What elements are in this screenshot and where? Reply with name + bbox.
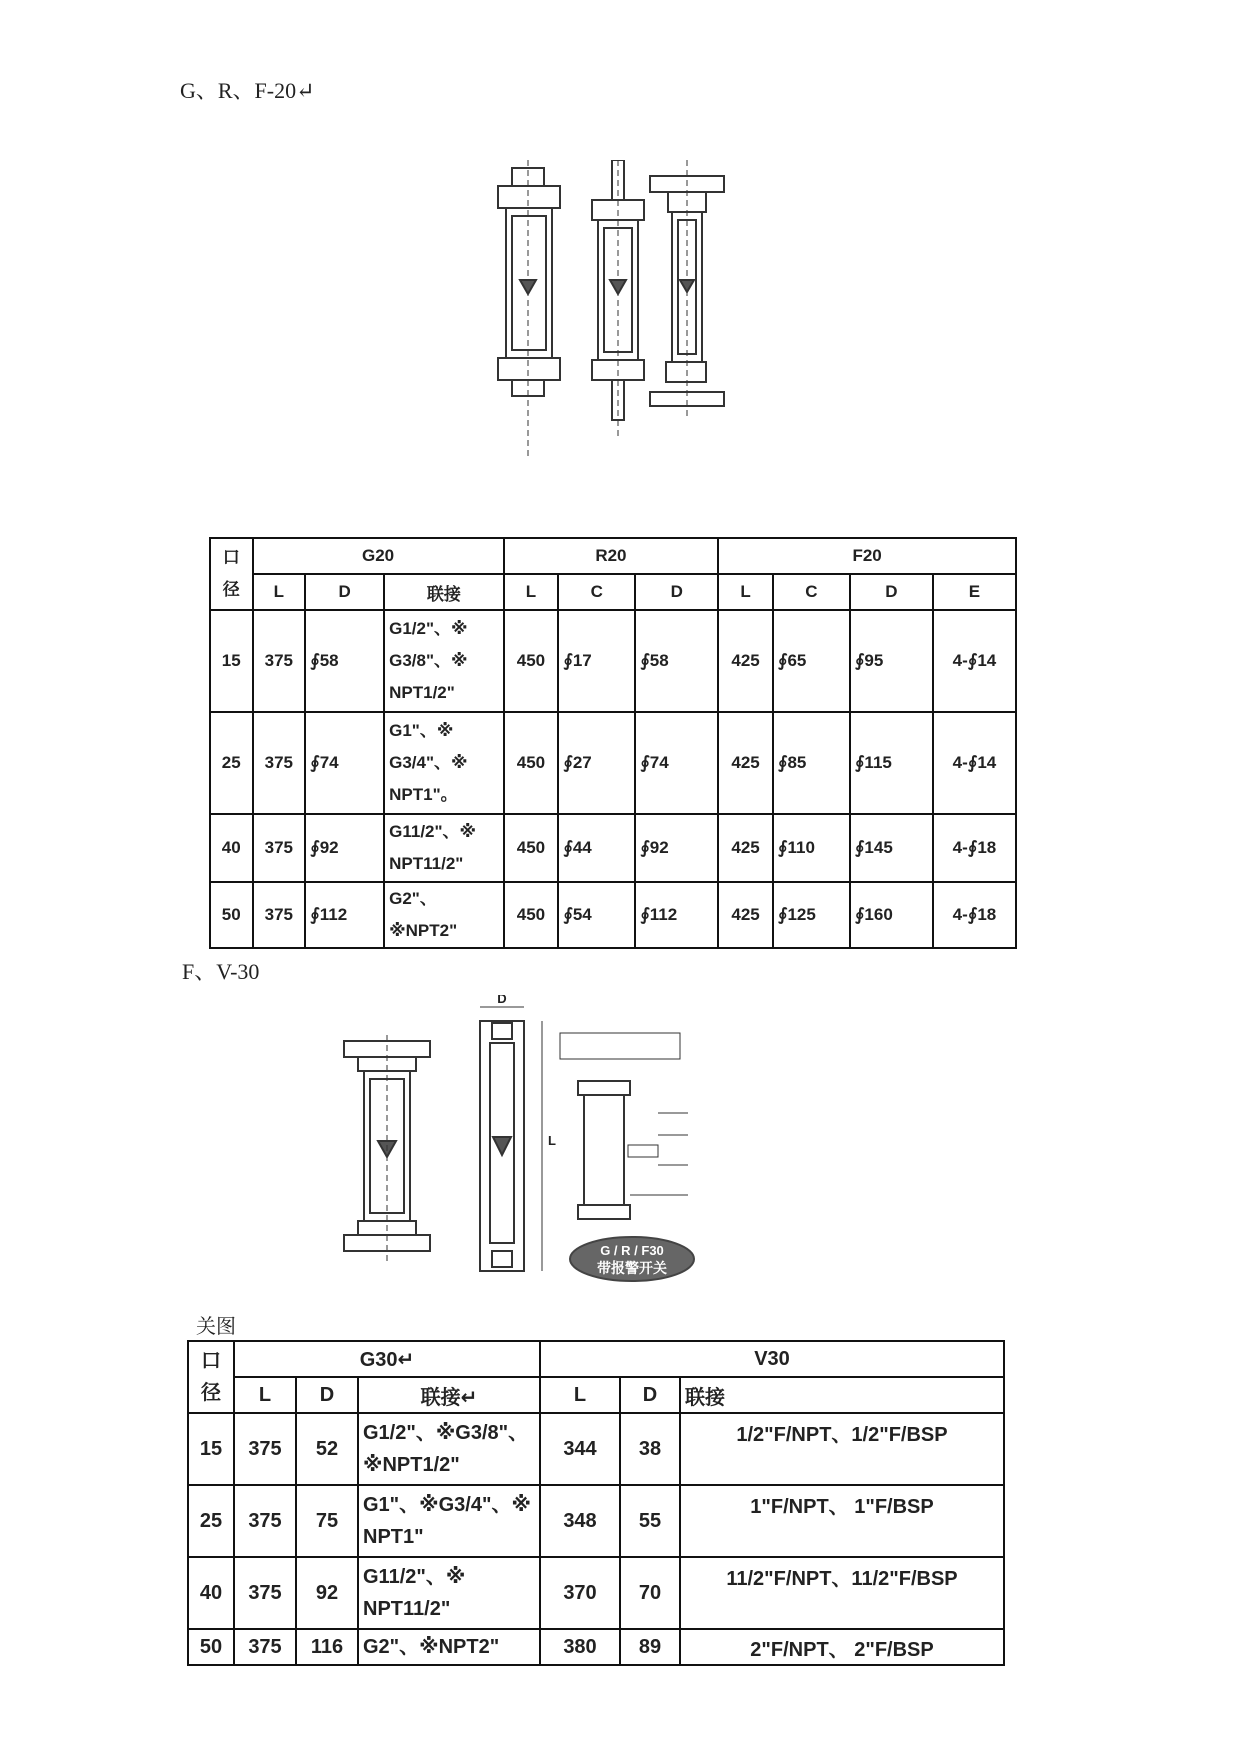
flowmeter-diagram-20 <box>480 160 780 480</box>
subheader: L <box>718 574 773 610</box>
subheader: L <box>234 1377 296 1413</box>
subheader: 联接↵ <box>358 1377 540 1413</box>
table-row: 15 375 52 G1/2"、※G3/8"、 ※NPT1/2" 344 38 1/2"F/NPT、1/2"F/BSP <box>188 1413 1004 1485</box>
badge-model-label: G / R / F30 <box>600 1243 664 1258</box>
dimension-d-label: D <box>497 995 507 1006</box>
subheader: L <box>540 1377 620 1413</box>
subheader: C <box>773 574 850 610</box>
subheader: 联接 <box>680 1377 1004 1413</box>
g20-flowmeter-drawing <box>498 160 560 460</box>
subheader: E <box>933 574 1016 610</box>
table-row: 40 375 ∮92 G11/2"、※ NPT11/2" 450 ∮44 ∮92 425 ∮110 ∮145 4-∮18 <box>210 814 1016 882</box>
table-row: 50 375 ∮112 G2"、※NPT2" 450 ∮54 ∮112 425 ∮125 ∮160 4-∮18 <box>210 882 1016 948</box>
subheader: 联接 <box>384 574 503 610</box>
section-heading-g-r-f-20: G、R、F-20↵ <box>180 78 315 103</box>
flowmeter-diagram-30 <box>330 995 750 1295</box>
subheader: D <box>296 1377 358 1413</box>
table-row: 50 375 116 G2"、※NPT2" 380 89 2"F/NPT、 2"F/BSP <box>188 1629 1004 1665</box>
corner-header: 口 径 <box>188 1341 234 1413</box>
section-heading-f-v-30: F、V-30 <box>182 959 260 984</box>
group-header-g30: G30↵ <box>234 1341 540 1377</box>
group-header-r20: R20 <box>504 538 719 574</box>
subheader: D <box>850 574 933 610</box>
subheader: L <box>504 574 559 610</box>
subheader: C <box>558 574 635 610</box>
group-header-g20: G20 <box>253 538 504 574</box>
alarm-switch-flowmeter-drawing <box>560 1033 688 1219</box>
dimension-l-label: L <box>548 1133 556 1148</box>
f20-flowmeter-drawing <box>650 160 724 420</box>
r20-flowmeter-drawing <box>592 160 644 440</box>
spec-table-30 <box>187 1340 1005 1666</box>
subheader: D <box>305 574 384 610</box>
corner-header: 口 径 <box>210 538 253 610</box>
group-header-v30: V30 <box>540 1341 1004 1377</box>
subheader: D <box>620 1377 680 1413</box>
subheader: D <box>635 574 718 610</box>
figure-caption: 关图 <box>196 1316 236 1338</box>
badge-alarm-label: 带报警开关 <box>597 1261 667 1277</box>
subheader: L <box>253 574 306 610</box>
table-row: 25 375 75 G1"、※G3/4"、※ NPT1" 348 55 1"F/NPT、 1"F/BSP <box>188 1485 1004 1557</box>
g30-flowmeter-drawing <box>344 1035 430 1265</box>
spec-table-20 <box>209 537 1017 949</box>
table-row: 40 375 92 G11/2"、※ NPT11/2" 370 70 11/2"F/NPT、11/2"F/BSP <box>188 1557 1004 1629</box>
table-row: 15 375 ∮58 G1/2"、※ G3/8"、※ NPT1/2" 450 ∮17 ∮58 425 ∮65 ∮95 4-∮14 <box>210 610 1016 712</box>
v30-flowmeter-drawing <box>480 1007 542 1271</box>
table-row: 25 375 ∮74 G1"、※ G3/4"、※ NPT1"。 450 ∮27 ∮74 425 ∮85 ∮115 4-∮14 <box>210 712 1016 814</box>
group-header-f20: F20 <box>718 538 1016 574</box>
